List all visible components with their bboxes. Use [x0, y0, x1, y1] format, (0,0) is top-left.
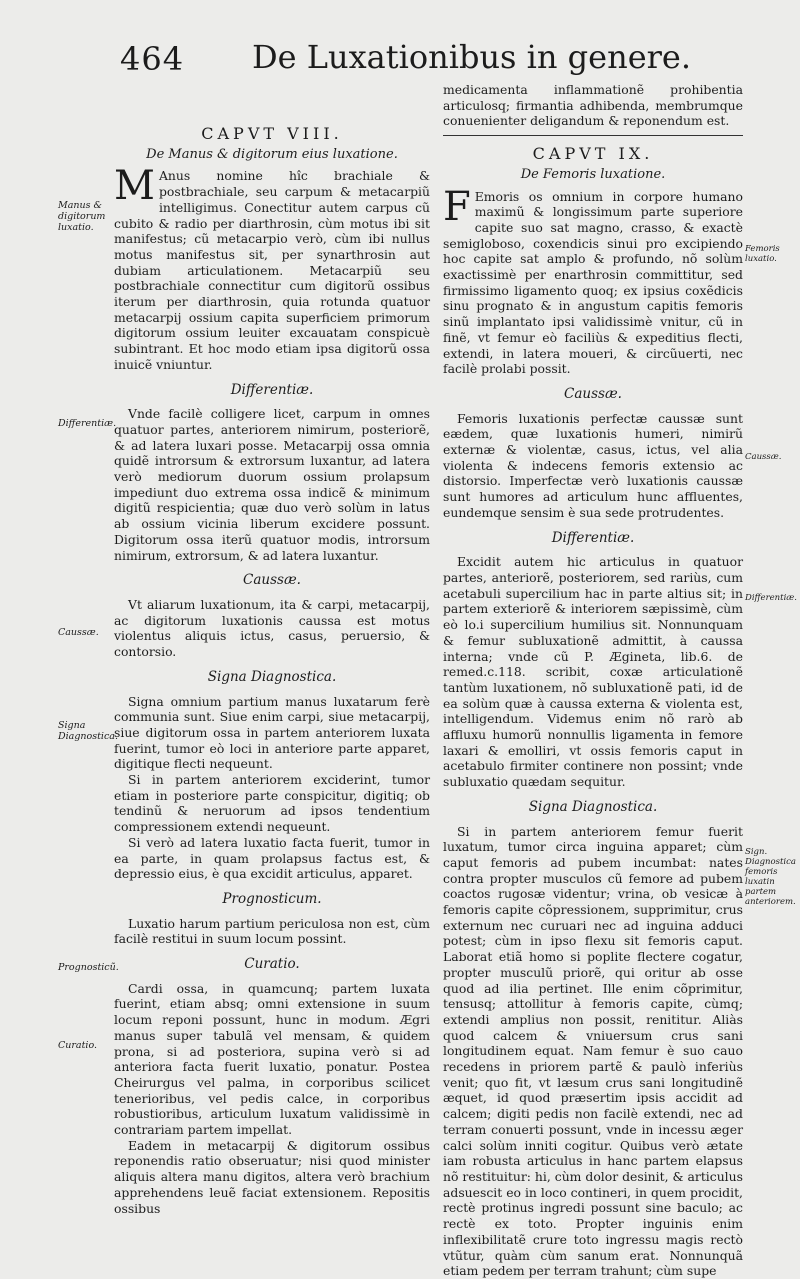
right-differentiae-heading: Differentiæ.: [551, 529, 635, 546]
page-number: 464: [120, 40, 185, 78]
margin-note-curatio: Curatio.: [58, 1040, 98, 1051]
left-signa-text-3: Si verò ad latera luxatio facta fuerit, tumor in ea parte, in quam prolapsus factus est, & depressio eius, è qua excidit articulus, apparet.: [114, 834, 430, 882]
right-differentiae-text: Excidit autem hic articulus in quatuor partes, anteriorẽ, posteriorem, sed rariùs, cum acetabuli supercilium hac in parte altius sit; in partem exteriorẽ & interiorem sæpissimè, cùm eò lo.i supercilium humilius sit. Nonnunquam & femur subluxationẽ admittit, à caussa interna; vnde cũ P. Ægineta, lib.6. de remed.c.118. scribit, coxæ articulationẽ tantùm luxationem, nõ subluxationẽ pati, id de ea solùm quæ à caussa externa & violenta est, intelligendum. Videmus enim nõ rarò ab affluxu humorũ nonnullis ligamenta in femore laxari & emolliri, vt ossis femoris caput in acetabulo firmiter continere non possint; vnde subluxatio quædam sequitur.: [443, 554, 743, 790]
margin-note-caussae: Caussæ.: [58, 627, 99, 638]
right-continuation-text: medicamenta inflammationẽ prohibentia articulosq; firmantia adhibenda, membrumque conuenienter deligandum & reponendum est.: [443, 82, 743, 129]
running-title: De Luxationibus in genere.: [252, 38, 692, 76]
left-prognosticum-text: Luxatio harum partium periculosa non est, cùm facilè restitui in suum locum possint.: [114, 915, 430, 947]
chapter-8-subtitle: De Manus & digitorum eius luxatione.: [146, 146, 398, 162]
right-signa-text: Si in partem anteriorem femur fuerit luxatum, tumor circa inguina apparet; cùm caput femoris ad pubem incumbat: nates contra propter musculos cũ femore ad pubem coactos rugosæ videntur; vrina, ob vesicæ à femoris capite cõpressionem, supprimitur, crus externum nec curuari nec ad inguina adduci potest; cùm in ipso flexu sit femoris caput. Laborat etiã homo si poplite flectere cogatur, propter musculũ priorẽ, qui oritur ab osse quod ad ilia pertinet. Ille enim cõprimitur, tensusq; attollitur à femoris capite, cùmq; extendi amplius non possit, renititur. Aliàs quod calcem & vniuersum crus sani longitudinem equat. Nam femur è suo cauo recedens in priorem partẽ & paulò inferiùs venit; quo fit, vt læsum crus sani longitudinẽ æquet, id quod præsertim ipsis accidit ad calcem; digiti pedis non facilè extendi, nec ad terram conuerti possunt, vnde in incessu æger calci solùm inniti cogitur. Quibus verò ætate iam robusta articulus in hanc partem elapsus nõ restituitur: hi, cùm dolor desinit, & articulus adsuescit eo in loco contineri, in quem procidit, rectè protinus ingredi possunt sine baculo; ac rectè ex toto. Propter inguinis enim inflexibilitatẽ crure toto ingressu magis rectò vtũtur, quàm cùm sanum erat. Nonnunquã etiam pedem per terram trahunt; cùm supe: [443, 823, 743, 1279]
left-column: [114, 118, 430, 1216]
margin-note-signa-right: Sign. Diagnostica femoris luxatin partem anteriorem.: [745, 847, 796, 907]
margin-note-femoris: Femoris luxatio.: [745, 244, 780, 264]
left-caussae-text: Vt aliarum luxationum, ita & carpi, metacarpij, ac digitorum luxationis caussa est motus violentus aliquis ictus, casus, peruersio, & contorsio.: [114, 596, 430, 660]
chapter-9-intro-text: Emoris os omnium in corpore humano maximũ & longissimum parte superiore capite suo sat magno, crasso, & exactè semigloboso, coxendicis sinui pro excipiendo hoc capite sat amplo & profundo, nõ solùm exactissimè per enarthrosin committitur, sed firmissimo ligamento quoq; ex ipsius coxẽdicis sinu prognato & in angustum capitis femoris sinũ implantato ipsi validissimè vnitur, cũ in finẽ, vt femur eò faciliùs & expeditius flecti, extendi, in latera moueri, & circũuerti, nec facilè prolabi possit.: [443, 188, 743, 377]
margin-note-prognosticum: Prognosticũ.: [58, 962, 119, 973]
left-signa-text-2: Si in partem anteriorem exciderint, tumor etiam in posteriore parte conspicitur, digitiq; ob tendinũ & neruorum ad ipsos tendentium compressionem extendi nequeunt.: [114, 772, 430, 835]
section-divider: [443, 135, 743, 136]
chapter-9-subtitle: De Femoris luxatione.: [520, 166, 666, 182]
right-column: [443, 82, 743, 1279]
chapter-8-intro: [114, 163, 430, 372]
chapter-8-heading: CAPVT VIII.: [201, 124, 343, 143]
chapter-9-heading: CAPVT IX.: [532, 144, 654, 164]
margin-note-differentiae-right: Differentiæ.: [745, 593, 797, 603]
margin-note-caussae-right: Caussæ.: [745, 452, 782, 462]
margin-note-signa: Signa Diagnostica.: [58, 720, 118, 742]
chapter-8-intro-text: Anus nomine hîc brachiale & postbrachiale, seu carpum & metacarpiũ intelligimus. Conectitur autem carpus cũ cubito & radio per diarthrosin, cùm motus ibi sit manifestus; cũ metacarpio verò, cùm ibi nullus motus manifestus sit, per synarthrosin aut dubiam articulationem. Metacarpiũ seu postbrachiale connectitur cum digitorũ ossibus iterum per diarthrosin, quia rotunda quatuor metacarpij ossium capita superficiem primorum digitorum ossium leuiter excauatam conspicuè subintrant. Et hoc modo etiam ipsa digitorũ ossa inuicẽ vniuntur.: [114, 168, 430, 372]
left-differentiae-text: Vnde facilè colligere licet, carpum in omnes quatuor partes, anteriorem nimirum, posteriorẽ, & ad latera luxari posse. Metacarpij ossa omnia quidẽ introrsum & extrorsum luxantur, ad latera verò mediorum duorum ossium prolapsum impediunt duo extrema ossa indicẽ & minimum digitũ respicientia; quæ duo verò solùm in latus ab ossium vicinia liberum excidere possunt. Digitorum ossa iterũ quatuor modis, introrsum nimirum, extrorsum, & ad latera luxantur.: [114, 406, 430, 563]
left-signa-text-1: Signa omnium partium manus luxatarum ferè communia sunt. Siue enim carpi, siue metacarpij, siue digitorum ossa in partem anteriorem luxata fuerint, tumor eò loci in anteriore parte apparet, digitique flecti nequeunt.: [114, 693, 430, 772]
left-curatio-text-2: Eadem in metacarpij & digitorum ossibus reponendis ratio obseruatur; nisi quod minister aliquis altera manu digitos, altera verò brachium apprehendens leuẽ faciat extensionem. Repositis ossibus: [114, 1137, 430, 1216]
left-caussae-heading: Caussæ.: [243, 572, 301, 589]
right-caussae-text: Femoris luxationis perfectæ caussæ sunt eædem, quæ luxationis humeri, nimirũ externæ & violentæ, casus, ictus, vel alia violenta & indecens femoris extensio ac distorsio. Imperfectæ verò luxationis caussæ sunt humores ad articulum hunc affluentes, eundemque sensim è sua sede protrudentes.: [443, 410, 743, 520]
drop-cap-m: M: [114, 163, 155, 210]
chapter-9-intro: [443, 183, 743, 377]
left-differentiae-heading: Differentiæ.: [230, 381, 314, 398]
left-prognosticum-heading: Prognosticum.: [222, 890, 322, 907]
margin-note-manus: Manus & digitorum luxatio.: [58, 200, 106, 233]
drop-cap-f: F: [443, 183, 471, 230]
left-curatio-heading: Curatio.: [244, 956, 300, 973]
left-signa-heading: Signa Diagnostica.: [207, 668, 337, 685]
right-caussae-heading: Caussæ.: [564, 385, 622, 402]
right-signa-heading: Signa Diagnostica.: [528, 798, 658, 815]
margin-note-differentiae: Differentiæ.: [58, 418, 117, 429]
left-curatio-text-1: Cardi ossa, in quamcunq; partem luxata fuerint, etiam absq; omni extensione in suum locum reponi possunt, hunc in modum. Ægri manus super tabulã vel mensam, & quidem prona, si ad posteriora, supina verò si ad anteriora facta fuerit luxatio, ponatur. Postea Cheirurgus vel palma, in corporibus scilicet tenerioribus, vel pedis calce, in corporibus robustioribus, articulum luxatum validissimè in contrariam partem impellat.: [114, 980, 430, 1138]
